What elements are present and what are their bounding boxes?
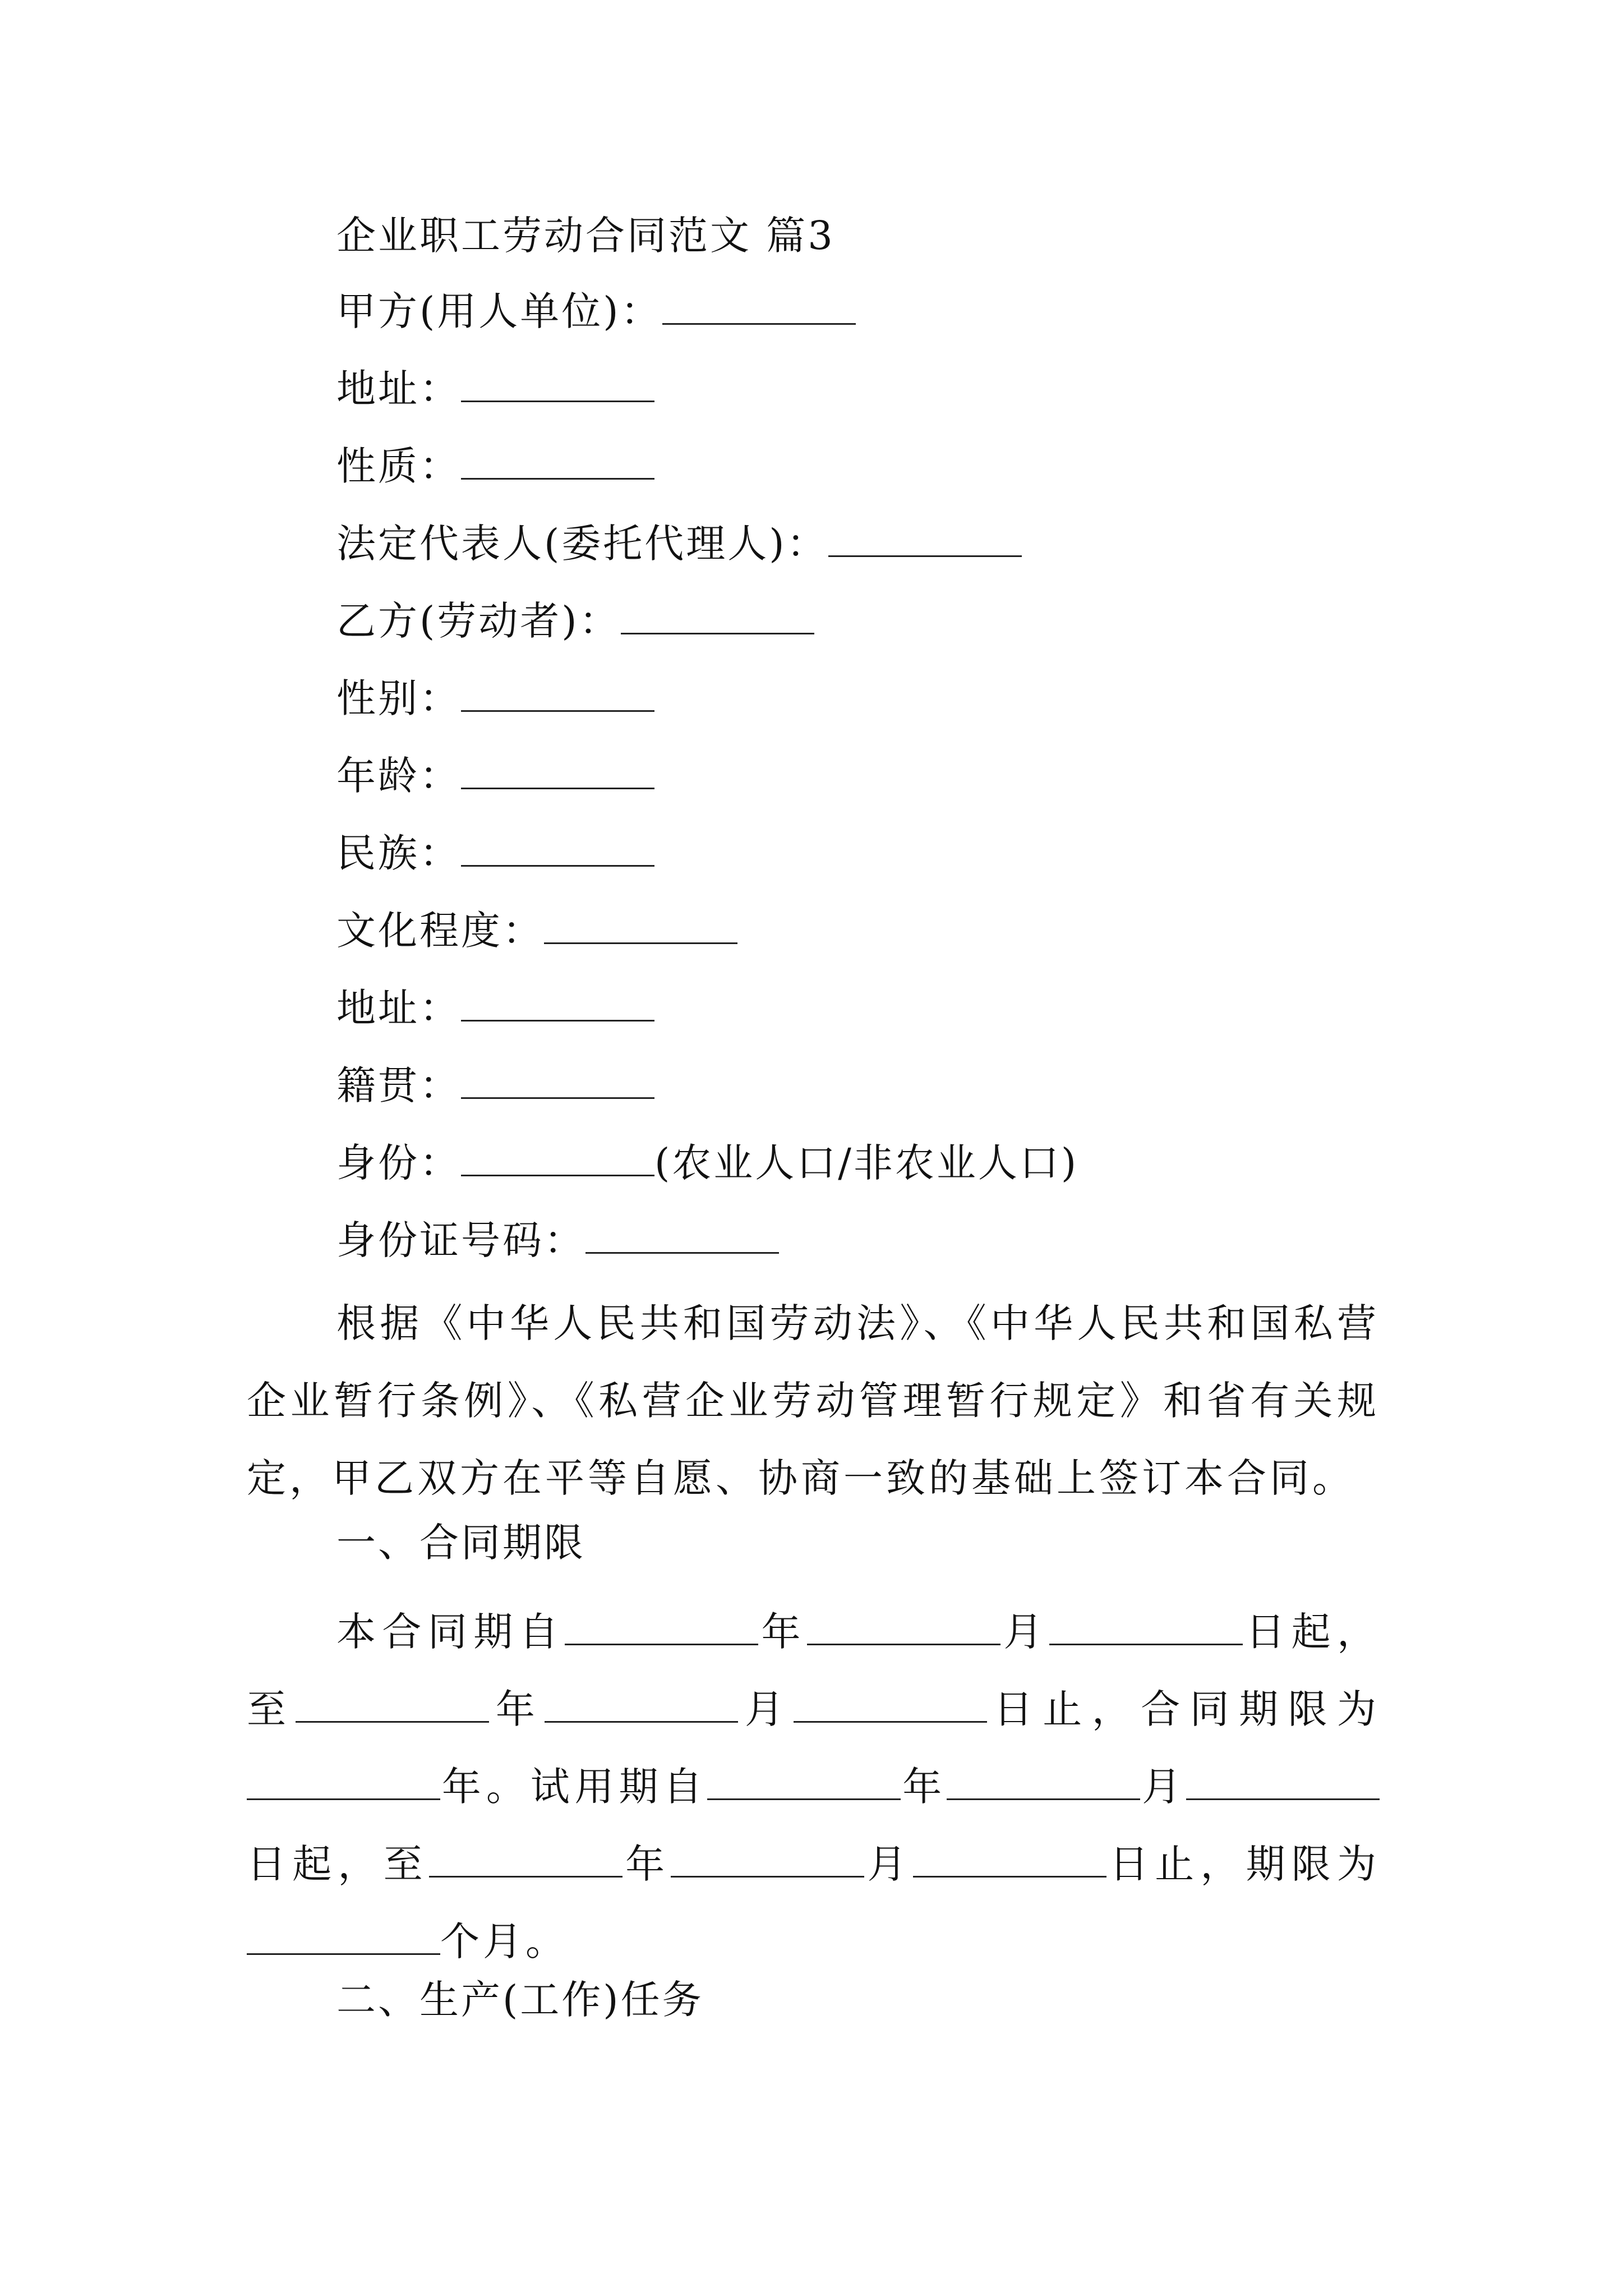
- field-id-number: [336, 1215, 779, 1266]
- blank-line: [461, 367, 654, 402]
- blank-line: [947, 1765, 1140, 1800]
- blank-line: [461, 444, 654, 480]
- term-text: 年: [758, 1609, 807, 1655]
- term-text: 本合同期自: [336, 1609, 565, 1655]
- blank-line: [707, 1765, 901, 1800]
- blank-line: [247, 1765, 440, 1800]
- field-label: 乙方(劳动者)：: [336, 598, 621, 644]
- term-text: 至: [247, 1686, 296, 1732]
- field-identity: [336, 1138, 1078, 1188]
- blank-line: [565, 1610, 758, 1645]
- blank-line: [671, 1842, 864, 1878]
- field-label: 地址：: [336, 985, 461, 1031]
- field-employee: [336, 596, 814, 646]
- blank-line: [662, 289, 856, 325]
- blank-line: [913, 1842, 1106, 1878]
- field-gender: [336, 673, 654, 724]
- blank-line: [621, 599, 814, 634]
- section-heading-tasks: 二、生产(工作)任务: [336, 1977, 704, 2023]
- term-text: 个月。: [440, 1918, 568, 1964]
- field-label: 法定代表人(委托代理人)：: [336, 521, 828, 567]
- term-text: 月: [1000, 1609, 1049, 1655]
- document-title: 企业职工劳动合同范文 篇3: [336, 213, 835, 259]
- blank-line: [585, 1218, 779, 1254]
- blank-line: [461, 677, 654, 712]
- field-legal-representative: [336, 518, 1022, 569]
- field-employee-address: [336, 983, 654, 1033]
- field-employer-nature: [336, 441, 654, 491]
- field-label: 籍贯：: [336, 1062, 461, 1108]
- field-label: 民族：: [336, 830, 461, 876]
- field-label: 甲方(用人单位)：: [336, 288, 662, 334]
- term-text: 月: [738, 1686, 794, 1732]
- term-text: 年: [489, 1686, 545, 1732]
- blank-line: [794, 1687, 987, 1723]
- blank-line: [461, 1141, 654, 1176]
- term-text: 年: [622, 1841, 671, 1887]
- field-label: 身份证号码：: [336, 1217, 585, 1263]
- field-ethnicity: [336, 828, 654, 878]
- blank-line: [461, 831, 654, 867]
- field-suffix: (农业人口/非农业人口): [654, 1140, 1079, 1186]
- field-label: 性质：: [336, 443, 461, 489]
- term-text: 日起，: [1242, 1609, 1380, 1655]
- intro-paragraph: 根据《中华人民共和国劳动法》、《中华人民共和国私营企业暂行条例》、《私营企业劳动管理暂行规定》和省有关规定，甲乙双方在平等自愿、协商一致的基础上签订本合同。: [247, 1300, 1380, 1501]
- field-employer: [336, 286, 856, 337]
- field-label: 文化程度：: [336, 908, 544, 954]
- field-label: 身份：: [336, 1140, 461, 1186]
- blank-line: [429, 1842, 623, 1878]
- term-text: 日止，期限为: [1106, 1841, 1380, 1887]
- blank-line: [544, 909, 737, 944]
- blank-line: [1049, 1610, 1243, 1645]
- term-text: 月: [1140, 1764, 1187, 1810]
- field-education: [336, 905, 737, 956]
- term-text: 日起，至: [247, 1841, 429, 1887]
- blank-line: [545, 1687, 738, 1723]
- blank-line: [461, 1064, 654, 1099]
- term-paragraph: [247, 1593, 1380, 1980]
- term-text: 月: [864, 1841, 913, 1887]
- field-label: 性别：: [336, 675, 461, 721]
- field-label: 地址：: [336, 366, 461, 412]
- term-text: 年。试用期自: [440, 1764, 708, 1810]
- term-text: 日止，合同期限为: [987, 1686, 1380, 1732]
- blank-line: [1186, 1765, 1380, 1800]
- term-text: 年: [901, 1764, 947, 1810]
- section-heading-term: 一、合同期限: [336, 1520, 585, 1566]
- blank-line: [247, 1920, 440, 1955]
- blank-line: [828, 522, 1022, 557]
- field-native-place: [336, 1060, 654, 1111]
- blank-line: [807, 1610, 1000, 1645]
- field-age: [336, 751, 654, 801]
- field-employer-address: [336, 364, 654, 414]
- field-label: 年龄：: [336, 753, 461, 799]
- blank-line: [461, 986, 654, 1022]
- blank-line: [296, 1687, 489, 1723]
- blank-line: [461, 754, 654, 789]
